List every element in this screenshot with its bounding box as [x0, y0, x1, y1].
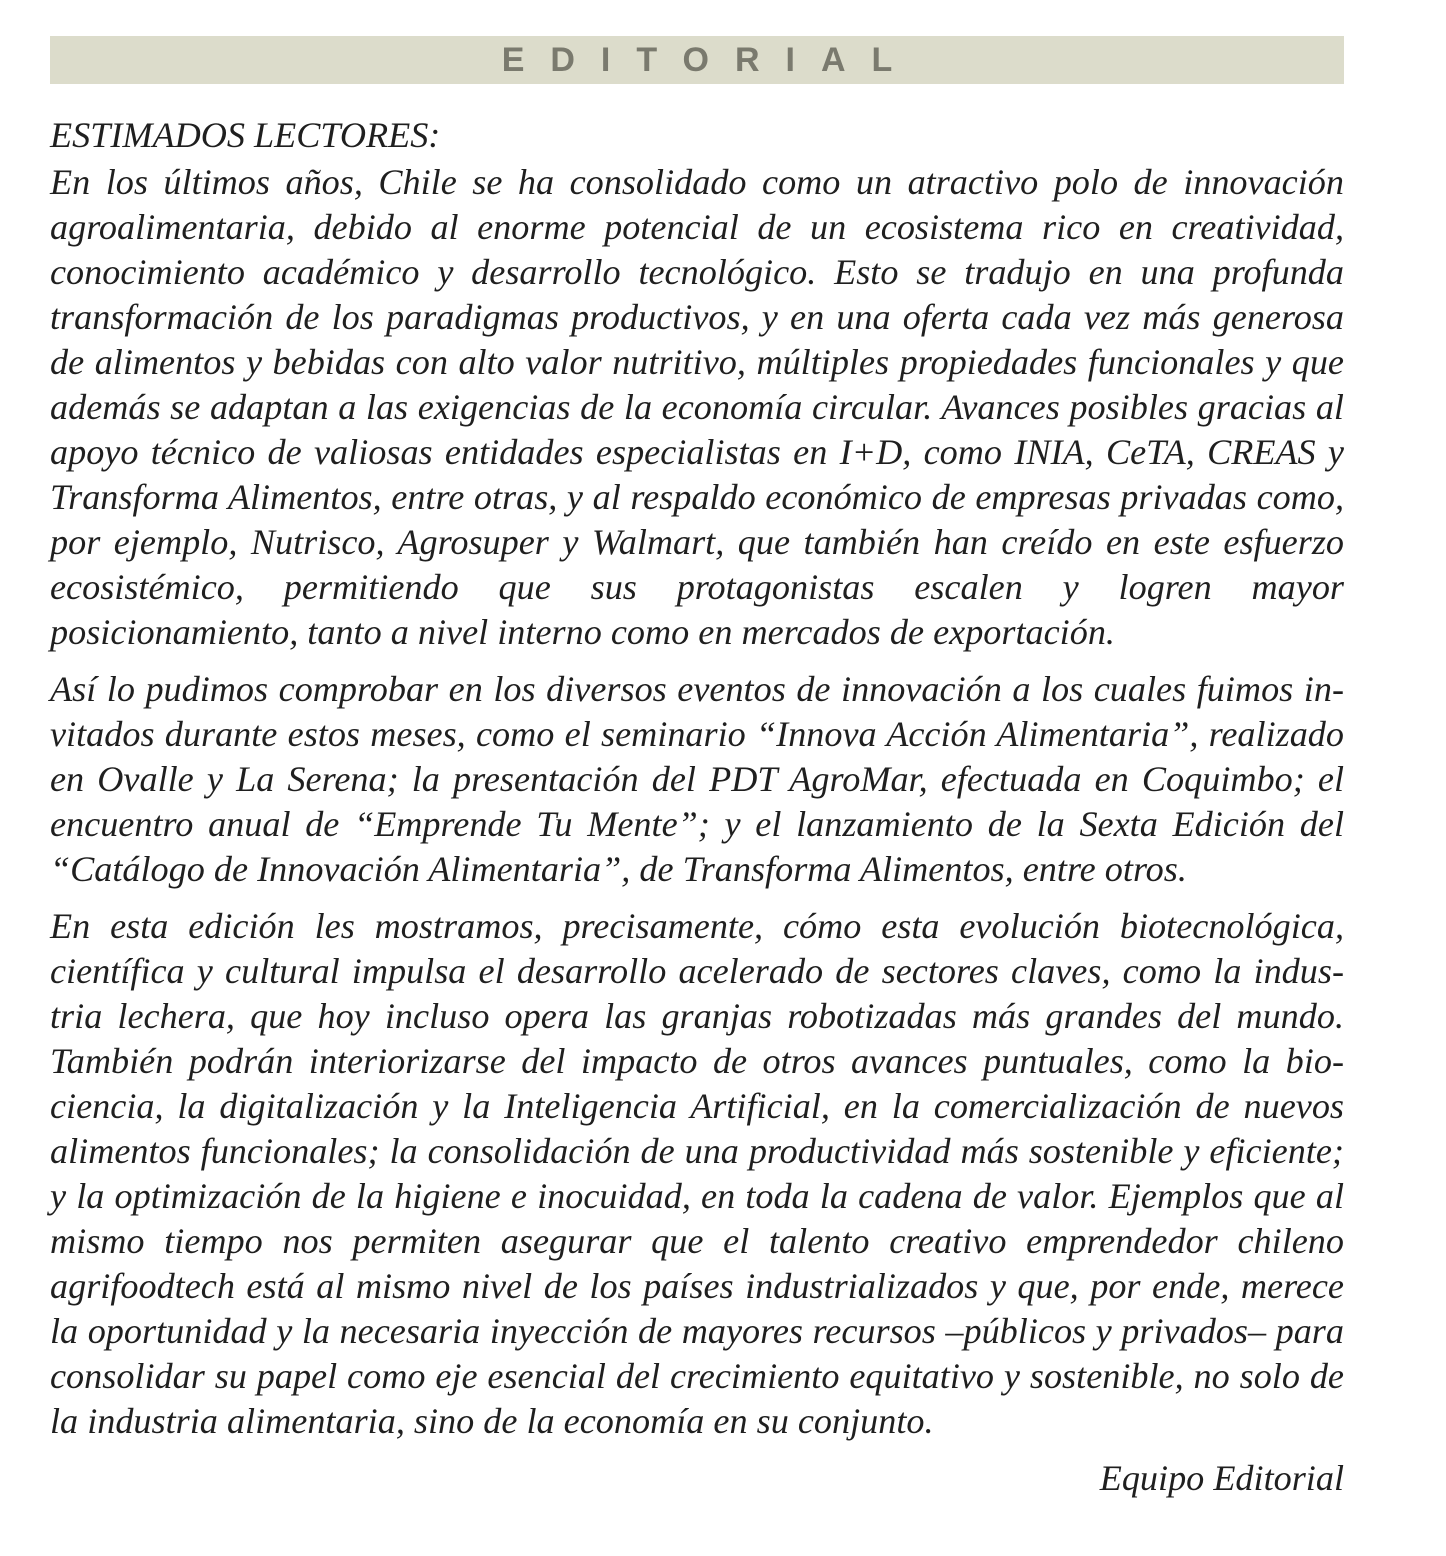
editorial-title: EDITORIAL: [501, 41, 919, 79]
signature: Equipo Editorial: [1099, 1458, 1344, 1498]
editorial-header-band: [50, 36, 1344, 84]
salutation: ESTIMADOS LECTORES:: [50, 115, 441, 155]
paragraph-1: En los últimos años, Chile se ha consolidado como un atractivo polo de innovación agroalimentaria, debido al enorme potencial de un ecosistema rico en creatividad, conocimiento académico y desarrollo tecnológico. Esto se tradujo en una profunda transformación de los paradigmas productivos, y en una oferta cada vez más generosa de alimentos y bebidas con alto valor nutritivo, múltiples propiedades funcionales y que además se adaptan a las exigencias de la economía circular. Avances posibles gracias al apoyo técnico de valiosas entidades especialistas en I+D, como INIA, CeTA, CREAS y Transforma Alimentos, entre otras, y al respaldo económico de empresas privadas como, por ejemplo, Nutrisco, Agrosuper y Walmart, que también han creído en este esfuerzo ecosistémico, permitiendo que sus protagonistas escalen y logren mayor posicionamiento, tanto a nivel interno como en mercados de exportación.: [50, 162, 1344, 652]
paragraph-2: Así lo pudimos comprobar en los diversos eventos de innovación a los cuales fuimos invitados durante estos meses, como el seminario “Innova Acción Alimentaria”, realizado en Ovalle y La Serena; la presentación del PDT AgroMar, efectuada en Coquimbo; el encuentro anual de “Emprende Tu Mente”; y el lanzamiento de la Sexta Edición del “Catálogo de Innovación Alimentaria”, de Transforma Alimentos, entre otros.: [50, 669, 1344, 889]
editorial-body: [50, 113, 1344, 1501]
paragraph-3: En esta edición les mostramos, precisamente, cómo esta evolución biotecnológica, científica y cultural impulsa el desarrollo acelerado de sectores claves, como la industria lechera, que hoy incluso opera las granjas robotizadas más grandes del mundo. También podrán interiorizarse del impacto de otros avances puntuales, como la biociencia, la digitalización y la Inteligencia Artificial, en la comercialización de nuevos alimentos funcionales; la consolidación de una productividad más sostenible y eficiente; y la optimización de la higiene e inocuidad, en toda la cadena de valor. Ejemplos que al mismo tiempo nos permiten asegurar que el talento creativo emprendedor chileno agrifoodtech está al mismo nivel de los países industrializados y que, por ende, merece la oportunidad y la necesaria inyección de mayores recursos –públicos y privados– para consolidar su papel como eje esencial del crecimiento equitativo y sostenible, no solo de la industria alimentaria, sino de la economía en su conjunto.: [50, 906, 1344, 1441]
